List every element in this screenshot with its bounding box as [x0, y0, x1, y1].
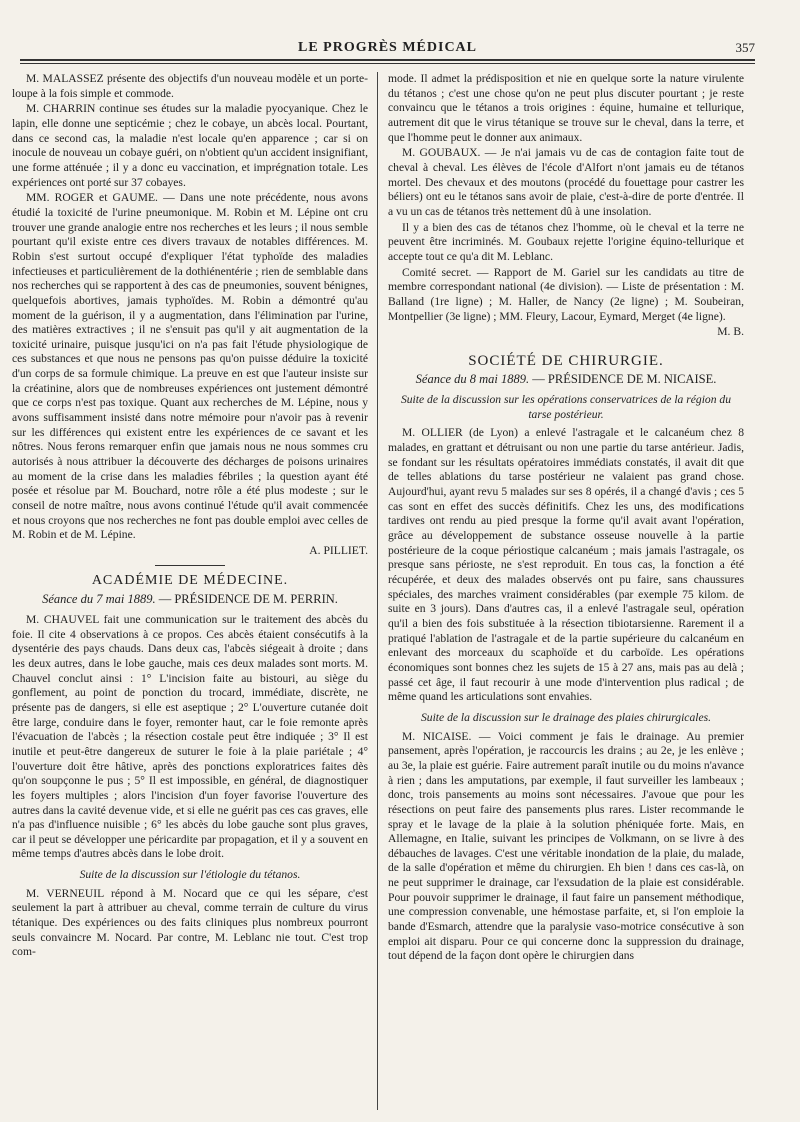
paragraph: M. OLLIER (de Lyon) a enlevé l'astragale et le calcanéum chez 8 malades, en grattant et détruisant ou non une partie du tarse antérieur. Jadis, se fondant sur les résultats opératoires immédiats constatés, il avait dit que de telles ablations du tarse postérieur ne valaient pas grand chose. Aujourd'hui, ayant revu 5 malades sur ses 8 opérés, il a changé d'avis ; ces 5 cas sont en effet des succès définitifs. Chez les uns, des modifications tardives ont rendu au pied presque la forme qu'il avait avant l'opération, grâce au développement de substance osseuse nouvelle à la partie postérieure de la coque périostique calcanéum ; mais jamais l'astragale, os presque sans périoste, ne s'est reproduit. En tous cas, la fonction a été récupérée, et deux des malades observés ont pu faire, sans chaussures spéciales, des marches vraiment considérables (par exemple 75 kilom. de suite en 3 jours). Dans d'autres cas, il a enlevé l'astragale seul, opération qu'il a bien des fois substituée à la résection tibiotarsienne. Rarement il a pratiqué l'ablation de l'astragale et de la partie supérieure du calcanéum en enlevant des morceaux du scaphoïde et du carboïde. Les opérations économiques sont bonnes chez les sujets de 15 à 27 ans, mais pas au delà ; passé cet âge, il faut recourir à une mode d'intervention plus radical ; de même quand les articulations sont envahies. — [388, 426, 744, 704]
seance-presidence: — PRÉSIDENCE DE M. NICAISE. — [532, 372, 717, 387]
seance-presidence: — PRÉSIDENCE DE M. PERRIN. — [158, 592, 338, 607]
subsection-title: Suite de la discussion sur le drainage des plaies chirurgicales. — [420, 710, 712, 724]
left-column — [12, 72, 368, 1112]
paragraph: Il y a bien des cas de tétanos chez l'homme, où le cheval et la terre ne peuvent être incriminés. M. Goubaux rejette l'origine équino-tellurique et accepte tout ce qu'a dit M. Leblanc. — [388, 220, 744, 263]
section-title-societe: SOCIÉTÉ DE CHIRURGIE. — [468, 352, 664, 369]
paragraph: M. NICAISE. — Voici comment je fais le drainage. Au premier pansement, après l'opération, je raccourcis les drains ; au 2e, je les enlève ; au 3e, la plaie est guérie. Faire autrement paraît inutile ou du moins n'avance à rien ; dans les amputations, par exemple, il faut surveiller les lambeaux ; donc, trois pansements au moins sont nécessaires. J'avoue que pour les résections on peut faire des pansements plus rares. Lister recommande le spray et le lavage de la plaie à la solution phéniquée forte. Mais, en Allemagne, en Italie, suivant les principes de Volkmann, on se livre à des débauches de lavages. C'est une véritable inondation de la plaie, du malade, de la salle d'opération et même du chirurgien. Eh bien ! dans ces cas-là, on ne peut supprimer le drainage, car l'exsudation de la plaie est considérable. Pour pouvoir supprimer le drainage, il faut faire un pansement méthodique, une compression convenable, une hémostase parfaite, et, si l'on emploie la bande d'Esmarch, attendre que la paralysie vaso-motrice consécutive à son emploi ait disparu. Pour ce qui concerne donc la suppression du drainage, tout dépend de la façon dont opère le chirurgien dans — [388, 729, 744, 963]
paragraph: MM. ROGER et GAUME. — Dans une note précédente, nous avons étudié la toxicité de l'urine pneumonique. M. Robin et M. Lépine ont cru trouver une grande analogie entre nos recherches et les leurs ; il nous semble pourtant qu'il existe entre ces divers travaux de notables différences. M. Robin s'est surtout occupé d'expliquer l'état typhoïde des maladies infectieuses et particulièrement de la dothiénentérie ; rien de semblable dans nos recherches qui se rapportent à des cas de pneumonies, souvent bénignes, quelquefois abortives, jamais typhoïdes. M. Robin a démontré qu'au moment de la guérison, il y a augmentation, dans l'élimination par l'urine, des matières extractives ; il ne s'ensuit pas qu'il y ait augmentation de la toxicité urinaire, puisque jusqu'ici on n'a pas fait l'étude physiologique de ces substances et que nous ne pensons pas qu'on puisse déduire la toxicité d'un corps de sa formule chimique. La preuve en est que l'auteur insiste sur la créatinine, alors que de nombreuses expériences ont justement démontré que ce corps n'est pas toxique. Quant aux recherches de M. Lépine, nous y avons suffisamment insisté dans notre mémoire pour n'avoir pas à revenir sur les différences qui existent entre les expériences de ce savant et les nôtres. Nous ferons remarquer enfin que jamais nous ne nous sommes cru autorisés à nous attribuer la découverte des décharges de poisons urinaires au moment de la crise dans les maladies fébriles ; la question ayant été posée et résolue par M. Bouchard, notre rôle a été plus modeste ; sur le conseil de notre maître, nous avons continué l'étude qu'il avait commencée et nous croyons que nos recherches ne font pas double emploi avec celles de M. Robin et de M. Lépine. — [12, 191, 368, 542]
column-divider — [377, 72, 378, 1110]
signature: A. PILLIET. — [309, 544, 368, 557]
seance-date: Séance du 7 mai 1889. — [42, 592, 156, 607]
section-title-academie: ACADÉMIE DE MÉDECINE. — [91, 572, 289, 588]
header-rule-thin — [20, 63, 755, 64]
signature: M. B. — [717, 325, 744, 339]
paragraph: M. GOUBAUX. — Je n'ai jamais vu de cas de contagion faite tout de cheval à cheval. Les élèves de l'école d'Alfort n'ont jamais eu de tétanos mortel. Des chevaux et des moutons (procédé du fouettage pour castrer les béliers) ont eu le tétanos sans avoir de plaie, c'est-à-dire de porte d'entrée. Il a vu un cas de tétanos très nettement dû à une insolation. — [388, 146, 744, 218]
right-column — [388, 72, 744, 1112]
header-rule — [20, 59, 755, 61]
paragraph: M. VERNEUIL répond à M. Nocard que ce qui les sépare, c'est seulement la part à attribuer au cheval, comme terrain de culture du virus tétanique. Des expériences ou des faits cliniques plus nombreux pourront seuls convaincre M. Nocard. Par contre, M. Leblanc nie tout. C'est trop com- — [12, 886, 368, 959]
paragraph: M. CHARRIN continue ses études sur la maladie pyocyanique. Chez le lapin, elle donne une septicémie ; chez le cobaye, un abcès local. Pourtant, dans ce second cas, la maladie n'est locale qu'en apparence ; car si on inocule de nouveau un cobaye guéri, on n'obtient qu'un accident insignifiant, une forme atténuée ; il y a donc eu vaccination, et imprégnation totale. Les expériences ont porté sur 37 cobayes. — [12, 102, 368, 189]
paragraph: mode. Il admet la prédisposition et nie en quelque sorte la nature virulente du tétanos ; c'est une chose qu'on ne peut plus discuter pourtant ; je reste convaincu que le tétanos a trois origines : équine, humaine et tellurique, autrement dit que le virus tétanique se trouve sur le cheval, dans la terre, et que l'homme peut le donner aux animaux. — [388, 72, 744, 144]
seance-line — [12, 592, 368, 607]
page-header — [20, 40, 755, 66]
seance-line — [388, 372, 744, 387]
paragraph: M. CHAUVEL fait une communication sur le traitement des abcès du foie. Il cite 4 observations à ce propos. Ces abcès étaient consécutifs à la dysentérie des pays chauds. Dans deux cas, l'abcès siégeait à droite ; dans les deux autres, dans le lobe gauche, mais ces deux malades sont morts. M. Chauvel conclut ainsi : 1° L'incision faite au bistouri, au siège du gonflement, au point de ponction du trocard, immédiate, discrète, ne présente pas de dangers, si elle est aseptique ; 2° L'ouverture cutanée doit être large, conduire dans le foyer, remonter haut, car le foie remonte après l'évacuation de l'abcès ; la résection costale peut être indiquée ; 3° Il est inutile et peut-être dangereux de suturer le foie à la plaie pariétale ; 4° l'ouverture doit être hâtive, après des ponctions exploratrices faites dès qu'on soupçonne le pus ; 5° Il est impossible, en général, de diagnostiquer les foyers multiples ; alors l'incision d'un foyer favorise l'ouverture des autres dans la cavité devenue vide, et si elle ne guérit pas ces cas graves, elle n'a pas d'influence nuisible ; 6° les abcès du lobe gauche sont plus graves, car il peut se développer une péricardite par propagation, et il y a souvent en même temps d'autres abcès dans le lobe droit. — [12, 612, 368, 861]
section-separator — [155, 565, 225, 566]
subsection-title: Suite de la discussion sur l'étiologie du tétanos. — [79, 868, 301, 882]
subsection-title: Suite de la discussion sur les opérations conservatrices de la région du tarse postérieur. — [400, 393, 732, 421]
paragraph: Comité secret. — Rapport de M. Gariel sur les candidats au titre de membre correspondant national (4e division). — Liste de présentation : M. Balland (1re ligne) ; M. Haller, de Nancy (2e ligne) ; M. Soubeiran, Montpellier (3e ligne) ; MM. Fleury, Lacour, Eymard, Merget (4e ligne). — [388, 265, 744, 323]
running-title: LE PROGRÈS MÉDICAL — [297, 40, 478, 55]
page-number: 357 — [735, 40, 755, 55]
seance-date: Séance du 8 mai 1889. — [415, 372, 530, 387]
paragraph: M. MALASSEZ présente des objectifs d'un nouveau modèle et un porte-loupe à la fois simple et commode. — [12, 72, 368, 100]
